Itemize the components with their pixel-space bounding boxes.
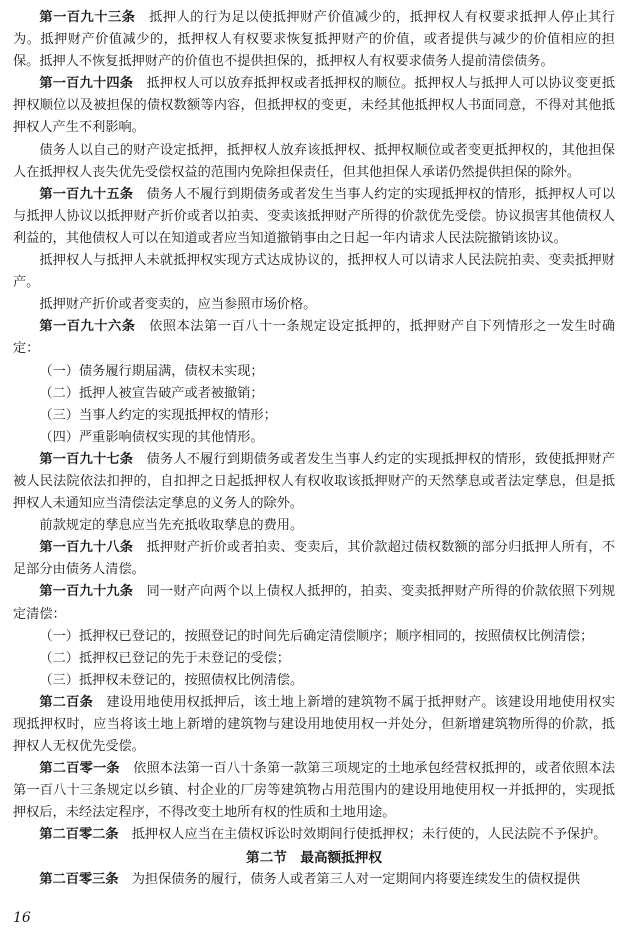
article-number: 第一百九十七条 [39,451,134,467]
article-number: 第二百零三条 [39,871,119,887]
article-number: 第一百九十五条 [39,186,134,202]
article-text: 债务人不履行到期债务或者发生当事人约定的实现抵押权的情形，抵押权人可以与抵押人协议以抵押财产折价或者以拍卖、变卖该抵押财产所得的价款优先受偿。协议损害其他债权人利益的，其他债权人可以在知道或者应当知道撤销事由之日起一年内请求人民法院撤销该协议。 [13,186,616,246]
article-text: 债务人不履行到期债务或者发生当事人约定的实现抵押权的情形，致使抵押财产被人民法院依法扣押的，自扣押之日起抵押权人有权收取该抵押财产的天然孳息或者法定孳息，但是抵押权人未通知应当清偿法定孳息的义务人的除外。 [13,451,616,512]
article-text: 抵押权人应当在主债权诉讼时效期间行使抵押权；未行使的，人民法院不予保护。 [131,827,607,843]
article-text: 依照本法第一百八十一条规定设定抵押的，抵押财产自下列情形之一发生时确定： [13,319,616,357]
section-heading: 第二节 最高额抵押权 [246,849,382,866]
article-number: 第二百零二条 [39,827,119,843]
article-paragraph [13,449,615,515]
article-paragraph [13,73,615,139]
list-item: （一）债务履行期届满，债权未实现； [39,363,264,379]
article-paragraph [13,692,615,758]
article-paragraph [13,7,615,73]
article-text: 抵押人的行为足以使抵押财产价值减少的，抵押权人有权要求抵押人停止其行为。抵押财产价值减少的，抵押权人有权要求恢复抵押财产的价值，或者提供与减少的价值相应的担保。抵押人不恢复抵押财产的价值也不提供担保的，抵押权人有权要求债务人提前清偿债务。 [13,10,616,70]
list-item: （二）抵押权已登记的先于未登记的受偿； [39,650,290,666]
list-item: （一）抵押权已登记的，按照登记的时间先后确定清偿顺序；顺序相同的，按照债权比例清偿； [39,628,594,644]
page-number: 16 [13,910,31,926]
list-item: （二）抵押人被宣告破产或者被撤销； [39,385,264,401]
article-paragraph [13,824,615,846]
list-item: （三）当事人约定的实现抵押权的情形； [39,407,277,423]
article-number: 第一百九十六条 [39,319,136,335]
article-text: 为担保债务的履行，债务人或者第三人对一定期间内将要连续发生的债权提供 [131,871,581,887]
paragraph: 前款规定的孳息应当先充抵收取孳息的费用。 [39,518,304,534]
article-text: 抵押财产折价或者拍卖、变卖后，其价款超过债权数额的部分归抵押人所有，不足部分由债务人清偿。 [13,540,616,578]
article-text: 抵押权人可以放弃抵押权或者抵押权的顺位。抵押权人与抵押人可以协议变更抵押权顺位以及被担保的债权数额等内容，但抵押权的变更，未经其他抵押权人书面同意，不得对其他抵押权人产生不利影响。 [13,76,616,136]
article-paragraph [13,581,615,625]
article-number: 第一百九十八条 [39,540,134,556]
list-item: （三）抵押权未登记的，按照债权比例清偿。 [39,672,304,688]
article-number: 第一百九十四条 [39,76,134,92]
paragraph: 抵押权人与抵押人未就抵押权实现方式达成协议的，抵押权人可以请求人民法院拍卖、变卖抵押财产。 [13,253,615,291]
list-item: （四）严重影响债权实现的其他情形。 [39,429,264,445]
article-paragraph [13,184,615,250]
article-text: 依照本法第一百八十条第一款第三项规定的土地承包经营权抵押的，或者依照本法第一百八十三条规定以乡镇、村企业的厂房等建筑物占用范围内的建设用地使用权一并抵押的，实现抵押权后，未经法定程序，不得改变土地所有权的性质和土地用途。 [13,761,616,821]
article-number: 第一百九十三条 [39,10,136,25]
article-paragraph [13,537,615,581]
article-paragraph [13,869,615,891]
article-text: 同一财产向两个以上债权人抵押的，拍卖、变卖抵押财产所得的价款依照下列规定清偿： [13,584,616,622]
article-text: 建设用地使用权抵押后，该土地上新增的建筑物不属于抵押财产。该建设用地使用权实现抵押权时，应当将该土地上新增的建筑物与建设用地使用权一并处分，但新增建筑物所得的价款，抵押权人无权优先受偿。 [13,694,616,755]
document-body [13,7,615,891]
paragraph: 债务人以自己的财产设定抵押，抵押权人放弃该抵押权、抵押权顺位或者变更抵押权的，其他担保人在抵押权人丧失优先受偿权益的范围内免除担保责任，但其他担保人承诺仍然提供担保的除外。 [13,142,615,180]
article-number: 第二百条 [39,694,93,710]
article-number: 第一百九十九条 [39,584,134,600]
article-paragraph [13,758,615,824]
paragraph: 抵押财产折价或者变卖的，应当参照市场价格。 [39,297,317,313]
article-number: 第二百零一条 [39,761,120,777]
article-paragraph [13,316,615,360]
